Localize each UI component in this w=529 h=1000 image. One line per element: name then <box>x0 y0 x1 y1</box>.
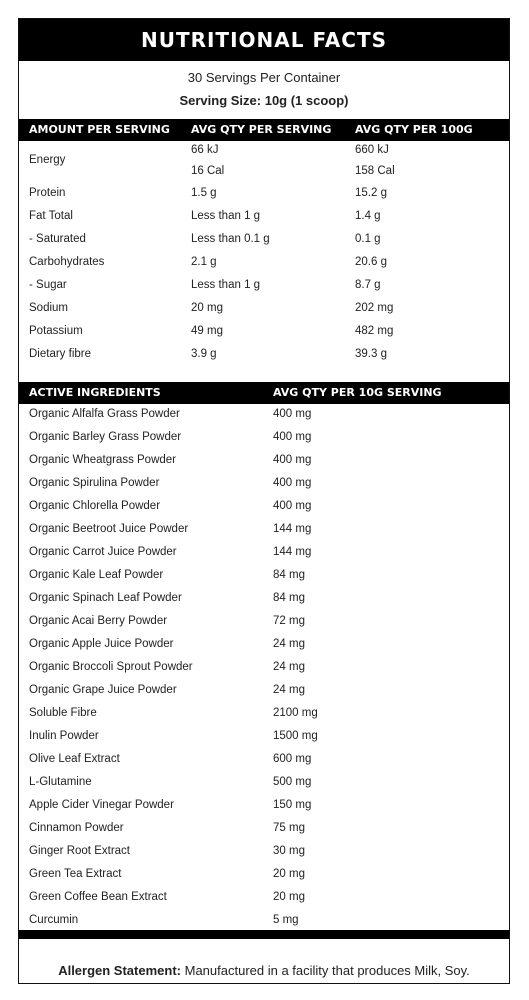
ingredient-qty: 24 mg <box>273 684 305 696</box>
ingredient-row <box>19 702 509 725</box>
energy-serving-kj: 66 kJ <box>191 144 219 156</box>
ingredient-qty: 500 mg <box>273 776 312 788</box>
ingredient-qty: 84 mg <box>273 569 305 581</box>
ingredient-name: Olive Leaf Extract <box>29 753 120 765</box>
nutrient-row <box>19 320 509 343</box>
nutrient-serving: 20 mg <box>191 302 223 314</box>
ingredient-qty: 144 mg <box>273 523 312 535</box>
nutrient-row <box>19 274 509 297</box>
ingredient-qty: 72 mg <box>273 615 305 627</box>
nutrient-per100: 20.6 g <box>355 256 387 268</box>
ingredient-qty: 1500 mg <box>273 730 318 742</box>
ingredient-row <box>19 541 509 564</box>
ingredient-name: Curcumin <box>29 914 79 926</box>
ingredient-name: Organic Spirulina Powder <box>29 477 160 489</box>
nutrient-serving: 3.9 g <box>191 348 217 360</box>
header-avg-qty-per-10g-serving: AVG QTY PER 10G SERVING <box>273 386 442 399</box>
ingredient-name: Apple Cider Vinegar Powder <box>29 799 174 811</box>
ingredient-row <box>19 449 509 472</box>
ingredient-qty: 400 mg <box>273 500 312 512</box>
ingredient-row <box>19 679 509 702</box>
ingredient-row <box>19 610 509 633</box>
energy-per100-kj: 660 kJ <box>355 144 389 156</box>
ingredient-row <box>19 840 509 863</box>
ingredient-qty: 75 mg <box>273 822 305 834</box>
ingredient-row <box>19 633 509 656</box>
ingredient-name: Cinnamon Powder <box>29 822 124 834</box>
nutrient-per100: 39.3 g <box>355 348 387 360</box>
allergen-text: Manufactured in a facility that produces Milk, Soy. <box>184 963 470 978</box>
nutrient-name: - Saturated <box>29 233 86 245</box>
ingredient-row <box>19 564 509 587</box>
nutrient-per100: 0.1 g <box>355 233 381 245</box>
bottom-divider <box>19 930 509 939</box>
ingredient-qty: 400 mg <box>273 408 312 420</box>
nutrient-name: Potassium <box>29 325 83 337</box>
ingredient-row <box>19 863 509 886</box>
ingredient-name: Ginger Root Extract <box>29 845 130 857</box>
nutrient-row <box>19 182 509 205</box>
nutrient-serving: Less than 0.1 g <box>191 233 270 245</box>
ingredient-name: Organic Wheatgrass Powder <box>29 454 177 466</box>
nutrient-serving: 2.1 g <box>191 256 217 268</box>
ingredient-name: Green Tea Extract <box>29 868 122 880</box>
energy-serving-cal: 16 Cal <box>191 165 225 177</box>
ingredient-row <box>19 748 509 771</box>
nutrient-per100: 202 mg <box>355 302 394 314</box>
ingredient-name: Organic Barley Grass Powder <box>29 431 182 443</box>
ingredient-qty: 84 mg <box>273 592 305 604</box>
header-avg-qty-per-serving: AVG QTY PER SERVING <box>191 123 332 136</box>
ingredient-row <box>19 725 509 748</box>
ingredient-qty: 30 mg <box>273 845 305 857</box>
ingredient-qty: 24 mg <box>273 638 305 650</box>
ingredient-qty: 20 mg <box>273 891 305 903</box>
ingredient-qty: 400 mg <box>273 477 312 489</box>
ingredient-name: Organic Chlorella Powder <box>29 500 161 512</box>
nutrient-serving: 1.5 g <box>191 187 217 199</box>
ingredient-name: Organic Grape Juice Powder <box>29 684 177 696</box>
ingredient-qty: 5 mg <box>273 914 299 926</box>
ingredient-name: Organic Spinach Leaf Powder <box>29 592 182 604</box>
nutrient-name: Carbohydrates <box>29 256 105 268</box>
header-amount-per-serving: AMOUNT PER SERVING <box>29 123 170 136</box>
ingredient-row <box>19 817 509 840</box>
nutrient-row <box>19 343 509 366</box>
energy-row <box>19 141 509 185</box>
ingredient-row <box>19 518 509 541</box>
nutrient-serving: Less than 1 g <box>191 279 261 291</box>
nutrient-row <box>19 297 509 320</box>
nutrient-per100: 8.7 g <box>355 279 381 291</box>
ingredients-table-header <box>19 382 509 404</box>
ingredient-qty: 400 mg <box>273 454 312 466</box>
ingredient-row <box>19 403 509 426</box>
header-avg-qty-per-100g: AVG QTY PER 100G <box>355 123 473 136</box>
nutrient-serving: Less than 1 g <box>191 210 261 222</box>
nutrient-name: Sodium <box>29 302 68 314</box>
servings-per-container: 30 Servings Per Container <box>187 70 341 85</box>
ingredient-name: Soluble Fibre <box>29 707 97 719</box>
allergen-label: Allergen Statement: <box>58 963 181 978</box>
ingredient-name: Organic Broccoli Sprout Powder <box>29 661 193 673</box>
energy-per100-cal: 158 Cal <box>355 165 395 177</box>
nutrient-row <box>19 228 509 251</box>
nutrient-name: Dietary fibre <box>29 348 91 360</box>
nutrient-serving: 49 mg <box>191 325 223 337</box>
ingredient-name: Organic Apple Juice Powder <box>29 638 174 650</box>
ingredient-name: Organic Carrot Juice Powder <box>29 546 177 558</box>
ingredient-row <box>19 587 509 610</box>
ingredient-qty: 2100 mg <box>273 707 318 719</box>
ingredient-row <box>19 771 509 794</box>
ingredient-qty: 20 mg <box>273 868 305 880</box>
ingredient-name: Organic Beetroot Juice Powder <box>29 523 189 535</box>
ingredient-qty: 400 mg <box>273 431 312 443</box>
ingredient-row <box>19 426 509 449</box>
ingredient-qty: 144 mg <box>273 546 312 558</box>
ingredient-qty: 600 mg <box>273 753 312 765</box>
header-active-ingredients: ACTIVE INGREDIENTS <box>29 386 161 399</box>
ingredient-name: Organic Kale Leaf Powder <box>29 569 164 581</box>
ingredient-row <box>19 495 509 518</box>
allergen-statement <box>19 963 509 978</box>
nutrient-per100: 482 mg <box>355 325 394 337</box>
panel-title: NUTRITIONAL FACTS <box>19 19 509 61</box>
nutrient-name: - Sugar <box>29 279 67 291</box>
ingredient-row <box>19 886 509 909</box>
ingredient-qty: 150 mg <box>273 799 312 811</box>
ingredient-row <box>19 909 509 932</box>
nutrition-panel <box>18 18 510 984</box>
nutrient-row <box>19 251 509 274</box>
ingredient-name: Organic Acai Berry Powder <box>29 615 168 627</box>
ingredient-name: Inulin Powder <box>29 730 99 742</box>
nutrient-per100: 1.4 g <box>355 210 381 222</box>
nutrient-per100: 15.2 g <box>355 187 387 199</box>
ingredient-qty: 24 mg <box>273 661 305 673</box>
nutrient-row <box>19 205 509 228</box>
ingredient-name: Organic Alfalfa Grass Powder <box>29 408 180 420</box>
ingredient-row <box>19 656 509 679</box>
nutrient-name: Fat Total <box>29 210 73 222</box>
ingredient-name: Green Coffee Bean Extract <box>29 891 167 903</box>
nutrition-table-header <box>19 119 509 141</box>
serving-size: Serving Size: 10g (1 scoop) <box>179 93 349 108</box>
nutrient-name: Protein <box>29 187 66 199</box>
ingredient-name: L-Glutamine <box>29 776 92 788</box>
ingredient-row <box>19 472 509 495</box>
ingredient-row <box>19 794 509 817</box>
energy-label: Energy <box>29 154 66 166</box>
